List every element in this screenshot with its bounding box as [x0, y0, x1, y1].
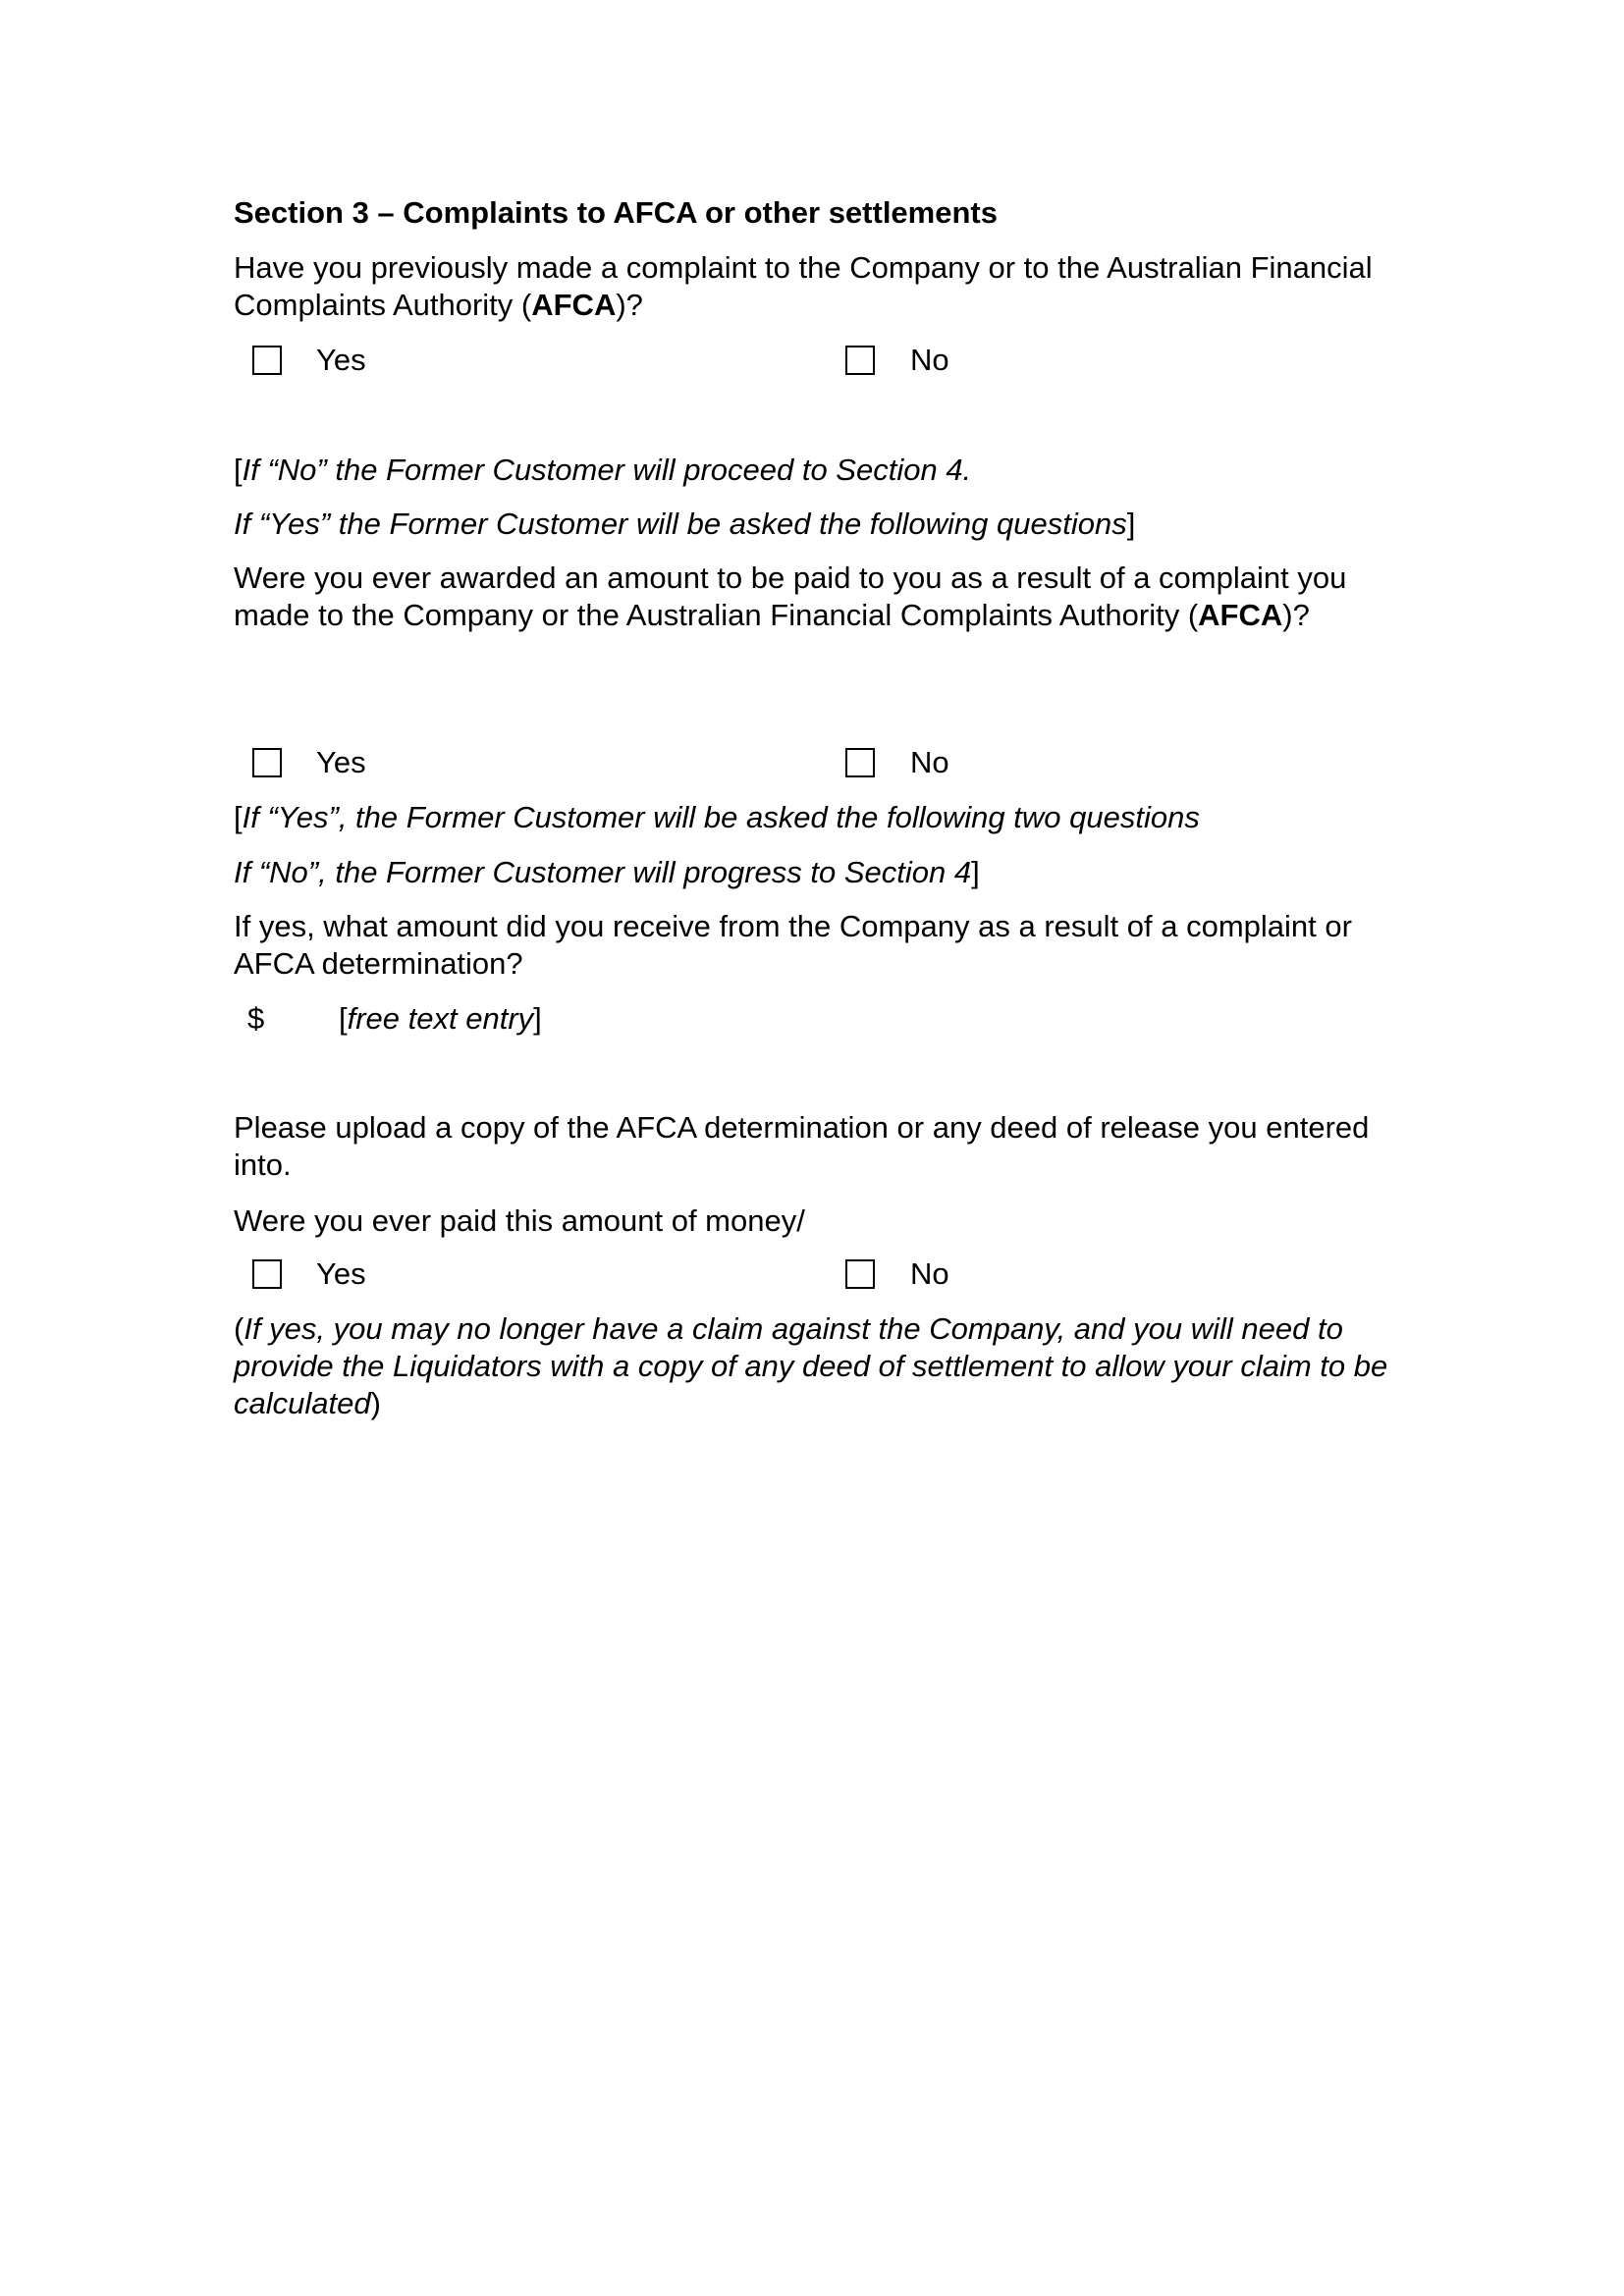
upload-instruction: Please upload a copy of the AFCA determination or any deed of release you entered into. [234, 1110, 1370, 1182]
instruction-line [234, 506, 1412, 543]
close-paren: ) [370, 1386, 381, 1420]
instruction-text: If “Yes” the Former Customer will be asked the following questions [234, 507, 1127, 541]
yes-label: Yes [316, 343, 366, 377]
instruction-text: If “No”, the Former Customer will progress to Section 4 [234, 855, 972, 889]
note-text: If yes, you may no longer have a claim against the Company, and you will need to provide the Liquidators with a copy of any deed of settlement to allow your claim to be calculated [234, 1311, 1388, 1420]
question-text-end: )? [616, 288, 643, 322]
open-bracket: [ [234, 453, 243, 487]
yes-checkbox[interactable] [252, 346, 282, 375]
question-text: Have you previously made a complaint to the Company or to the Australian Financial Complaints Authority ( [234, 250, 1373, 322]
section-heading: Section 3 – Complaints to AFCA or other settlements [234, 195, 998, 230]
answer-row-previous-complaint [0, 343, 1624, 382]
yes-label: Yes [316, 745, 366, 779]
answer-row-awarded-amount [0, 745, 1624, 784]
afca-abbreviation: AFCA [1198, 598, 1283, 632]
instruction-text: If “No” the Former Customer will proceed to Section 4. [242, 453, 972, 487]
close-bracket: ] [971, 855, 980, 889]
no-checkbox[interactable] [845, 346, 875, 375]
no-label: No [910, 745, 949, 779]
currency-symbol: $ [247, 1001, 265, 1036]
amount-entry-field[interactable] [339, 1000, 542, 1038]
close-bracket: ] [1126, 507, 1136, 541]
no-checkbox[interactable] [845, 748, 875, 777]
entry-placeholder: free text entry [347, 1001, 534, 1036]
close-bracket: ] [533, 1001, 542, 1036]
settlement-note [234, 1310, 1412, 1422]
instruction-line [234, 452, 1412, 489]
question-paid-amount: Were you ever paid this amount of money/ [234, 1203, 805, 1238]
question-previous-complaint [234, 249, 1412, 324]
yes-label: Yes [316, 1256, 366, 1291]
open-paren: ( [234, 1311, 244, 1346]
question-text: Were you ever awarded an amount to be paid to you as a result of a complaint you made to the Company or the Australian Financial Complaints Authority ( [234, 561, 1347, 632]
open-bracket: [ [234, 800, 243, 834]
instruction-line [234, 799, 1412, 836]
question-awarded-amount [234, 560, 1412, 634]
open-bracket: [ [339, 1001, 348, 1036]
no-label: No [910, 1256, 949, 1291]
afca-abbreviation: AFCA [531, 288, 617, 322]
yes-checkbox[interactable] [252, 1259, 282, 1289]
question-amount-received: If yes, what amount did you receive from the Company as a result of a complaint or AFCA determination? [234, 909, 1352, 981]
question-text-end: )? [1282, 598, 1310, 632]
instruction-text: If “Yes”, the Former Customer will be asked the following two questions [242, 800, 1200, 834]
no-label: No [910, 343, 949, 377]
answer-row-paid-amount [0, 1256, 1624, 1296]
instruction-line [234, 854, 1412, 891]
no-checkbox[interactable] [845, 1259, 875, 1289]
yes-checkbox[interactable] [252, 748, 282, 777]
